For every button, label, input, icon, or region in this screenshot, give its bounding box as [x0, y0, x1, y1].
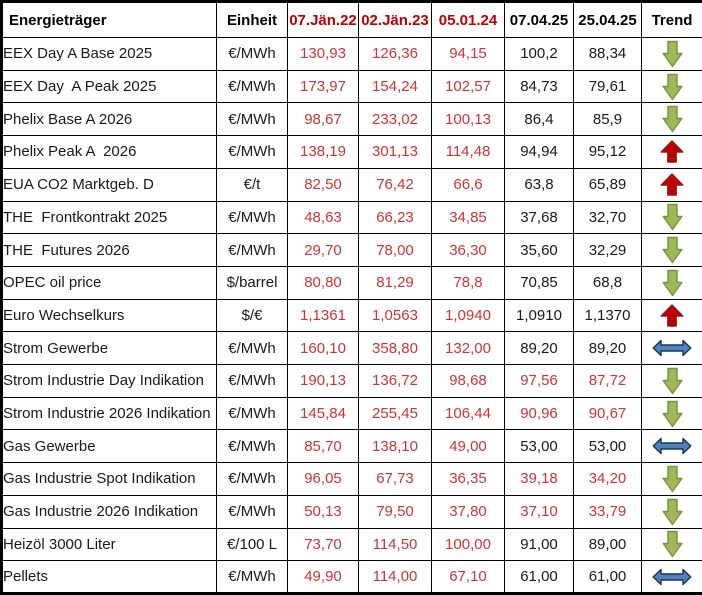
column-header-07-jän-22: 07.Jän.22	[288, 2, 359, 38]
value-cell: 87,72	[574, 365, 642, 398]
unit-cell: €/t	[217, 168, 288, 201]
value-cell: 114,00	[359, 561, 432, 594]
value-cell: 49,00	[432, 430, 505, 463]
value-cell: 36,30	[432, 234, 505, 267]
value-cell: 79,50	[359, 495, 432, 528]
table-row	[2, 70, 702, 103]
unit-cell: €/100 L	[217, 528, 288, 561]
trend-cell	[642, 528, 702, 561]
trend-down-icon	[662, 40, 683, 68]
trend-sideways-icon	[652, 437, 692, 455]
value-cell: 89,20	[505, 332, 574, 365]
column-header-25-04-25: 25.04.25	[574, 2, 642, 38]
trend-cell	[642, 397, 702, 430]
value-cell: 154,24	[359, 70, 432, 103]
table-header	[2, 2, 702, 38]
value-cell: 138,19	[288, 136, 359, 169]
value-cell: 80,80	[288, 266, 359, 299]
value-cell: 32,70	[574, 201, 642, 234]
value-cell: 37,10	[505, 495, 574, 528]
value-cell: 95,12	[574, 136, 642, 169]
trend-down-icon	[662, 105, 683, 133]
column-header-einheit: Einheit	[217, 2, 288, 38]
value-cell: 63,8	[505, 168, 574, 201]
value-cell: 97,56	[505, 365, 574, 398]
column-header-05-01-24: 05.01.24	[432, 2, 505, 38]
value-cell: 34,20	[574, 463, 642, 496]
trend-cell	[642, 365, 702, 398]
column-header-trend: Trend	[642, 2, 702, 38]
trend-down-icon	[662, 465, 683, 493]
row-label: Gas Gewerbe	[2, 430, 217, 463]
value-cell: 78,00	[359, 234, 432, 267]
value-cell: 190,13	[288, 365, 359, 398]
column-header-energieträger: Energieträger	[2, 2, 217, 38]
value-cell: 49,90	[288, 561, 359, 594]
trend-cell	[642, 561, 702, 594]
value-cell: 136,72	[359, 365, 432, 398]
unit-cell: €/MWh	[217, 430, 288, 463]
value-cell: 100,00	[432, 528, 505, 561]
table-row	[2, 528, 702, 561]
value-cell: 73,70	[288, 528, 359, 561]
value-cell: 36,35	[432, 463, 505, 496]
table-row	[2, 463, 702, 496]
value-cell: 76,42	[359, 168, 432, 201]
unit-cell: €/MWh	[217, 234, 288, 267]
trend-cell	[642, 430, 702, 463]
trend-down-icon	[662, 498, 683, 526]
table-body	[2, 38, 702, 594]
value-cell: 48,63	[288, 201, 359, 234]
table-row	[2, 38, 702, 71]
value-cell: 106,44	[432, 397, 505, 430]
unit-cell: €/MWh	[217, 38, 288, 71]
value-cell: 85,70	[288, 430, 359, 463]
trend-down-icon	[662, 530, 683, 558]
table-row	[2, 397, 702, 430]
value-cell: 61,00	[505, 561, 574, 594]
value-cell: 86,4	[505, 103, 574, 136]
trend-cell	[642, 299, 702, 332]
table-row	[2, 430, 702, 463]
unit-cell: €/MWh	[217, 70, 288, 103]
value-cell: 255,45	[359, 397, 432, 430]
table-row	[2, 365, 702, 398]
value-cell: 102,57	[432, 70, 505, 103]
trend-down-icon	[662, 400, 683, 428]
trend-sideways-icon	[652, 339, 692, 357]
value-cell: 1,0563	[359, 299, 432, 332]
table-row	[2, 495, 702, 528]
row-label: Strom Gewerbe	[2, 332, 217, 365]
trend-down-icon	[662, 73, 683, 101]
trend-up-icon	[660, 304, 684, 327]
value-cell: 89,00	[574, 528, 642, 561]
value-cell: 160,10	[288, 332, 359, 365]
value-cell: 66,6	[432, 168, 505, 201]
value-cell: 114,48	[432, 136, 505, 169]
row-label: Euro Wechselkurs	[2, 299, 217, 332]
value-cell: 32,29	[574, 234, 642, 267]
value-cell: 88,34	[574, 38, 642, 71]
value-cell: 358,80	[359, 332, 432, 365]
unit-cell: €/MWh	[217, 103, 288, 136]
row-label: Heizöl 3000 Liter	[2, 528, 217, 561]
unit-cell: $/barrel	[217, 266, 288, 299]
value-cell: 91,00	[505, 528, 574, 561]
table-row	[2, 299, 702, 332]
row-label: EEX Day A Base 2025	[2, 38, 217, 71]
row-label: Pellets	[2, 561, 217, 594]
table-row	[2, 561, 702, 594]
unit-cell: €/MWh	[217, 463, 288, 496]
trend-cell	[642, 234, 702, 267]
value-cell: 37,68	[505, 201, 574, 234]
table-row	[2, 332, 702, 365]
trend-down-icon	[662, 236, 683, 264]
value-cell: 79,61	[574, 70, 642, 103]
value-cell: 82,50	[288, 168, 359, 201]
column-header-02-jän-23: 02.Jän.23	[359, 2, 432, 38]
unit-cell: $/€	[217, 299, 288, 332]
table-row	[2, 103, 702, 136]
value-cell: 94,15	[432, 38, 505, 71]
row-label: THE Frontkontrakt 2025	[2, 201, 217, 234]
table-row	[2, 234, 702, 267]
value-cell: 100,2	[505, 38, 574, 71]
value-cell: 132,00	[432, 332, 505, 365]
unit-cell: €/MWh	[217, 397, 288, 430]
value-cell: 81,29	[359, 266, 432, 299]
unit-cell: €/MWh	[217, 332, 288, 365]
value-cell: 96,05	[288, 463, 359, 496]
value-cell: 35,60	[505, 234, 574, 267]
value-cell: 1,0910	[505, 299, 574, 332]
trend-cell	[642, 332, 702, 365]
value-cell: 98,67	[288, 103, 359, 136]
trend-down-icon	[662, 269, 683, 297]
row-label: Gas Industrie Spot Indikation	[2, 463, 217, 496]
value-cell: 98,68	[432, 365, 505, 398]
unit-cell: €/MWh	[217, 136, 288, 169]
trend-down-icon	[662, 203, 683, 231]
value-cell: 33,79	[574, 495, 642, 528]
value-cell: 130,93	[288, 38, 359, 71]
table-row	[2, 136, 702, 169]
trend-cell	[642, 266, 702, 299]
value-cell: 90,96	[505, 397, 574, 430]
value-cell: 37,80	[432, 495, 505, 528]
value-cell: 89,20	[574, 332, 642, 365]
trend-cell	[642, 168, 702, 201]
table-row	[2, 201, 702, 234]
value-cell: 67,73	[359, 463, 432, 496]
value-cell: 50,13	[288, 495, 359, 528]
trend-cell	[642, 70, 702, 103]
value-cell: 1,1361	[288, 299, 359, 332]
value-cell: 145,84	[288, 397, 359, 430]
value-cell: 53,00	[505, 430, 574, 463]
row-label: Gas Industrie 2026 Indikation	[2, 495, 217, 528]
trend-cell	[642, 103, 702, 136]
unit-cell: €/MWh	[217, 495, 288, 528]
table-row	[2, 168, 702, 201]
column-header-07-04-25: 07.04.25	[505, 2, 574, 38]
trend-sideways-icon	[652, 568, 692, 586]
trend-cell	[642, 495, 702, 528]
value-cell: 84,73	[505, 70, 574, 103]
row-label: Strom Industrie Day Indikation	[2, 365, 217, 398]
value-cell: 53,00	[574, 430, 642, 463]
value-cell: 29,70	[288, 234, 359, 267]
value-cell: 66,23	[359, 201, 432, 234]
row-label: Strom Industrie 2026 Indikation	[2, 397, 217, 430]
value-cell: 65,89	[574, 168, 642, 201]
header-row	[2, 2, 702, 38]
unit-cell: €/MWh	[217, 365, 288, 398]
value-cell: 34,85	[432, 201, 505, 234]
value-cell: 94,94	[505, 136, 574, 169]
value-cell: 100,13	[432, 103, 505, 136]
value-cell: 90,67	[574, 397, 642, 430]
value-cell: 67,10	[432, 561, 505, 594]
trend-up-icon	[660, 140, 684, 163]
value-cell: 233,02	[359, 103, 432, 136]
value-cell: 85,9	[574, 103, 642, 136]
value-cell: 301,13	[359, 136, 432, 169]
row-label: Phelix Peak A 2026	[2, 136, 217, 169]
row-label: OPEC oil price	[2, 266, 217, 299]
trend-cell	[642, 463, 702, 496]
value-cell: 39,18	[505, 463, 574, 496]
trend-up-icon	[660, 173, 684, 196]
row-label: THE Futures 2026	[2, 234, 217, 267]
trend-cell	[642, 136, 702, 169]
row-label: Phelix Base A 2026	[2, 103, 217, 136]
value-cell: 173,97	[288, 70, 359, 103]
unit-cell: €/MWh	[217, 561, 288, 594]
row-label: EUA CO2 Marktgeb. D	[2, 168, 217, 201]
value-cell: 78,8	[432, 266, 505, 299]
trend-down-icon	[662, 367, 683, 395]
value-cell: 138,10	[359, 430, 432, 463]
row-label: EEX Day A Peak 2025	[2, 70, 217, 103]
value-cell: 1,0940	[432, 299, 505, 332]
value-cell: 70,85	[505, 266, 574, 299]
value-cell: 1,1370	[574, 299, 642, 332]
trend-cell	[642, 201, 702, 234]
trend-cell	[642, 38, 702, 71]
value-cell: 126,36	[359, 38, 432, 71]
value-cell: 61,00	[574, 561, 642, 594]
value-cell: 68,8	[574, 266, 642, 299]
value-cell: 114,50	[359, 528, 432, 561]
unit-cell: €/MWh	[217, 201, 288, 234]
table-row	[2, 266, 702, 299]
